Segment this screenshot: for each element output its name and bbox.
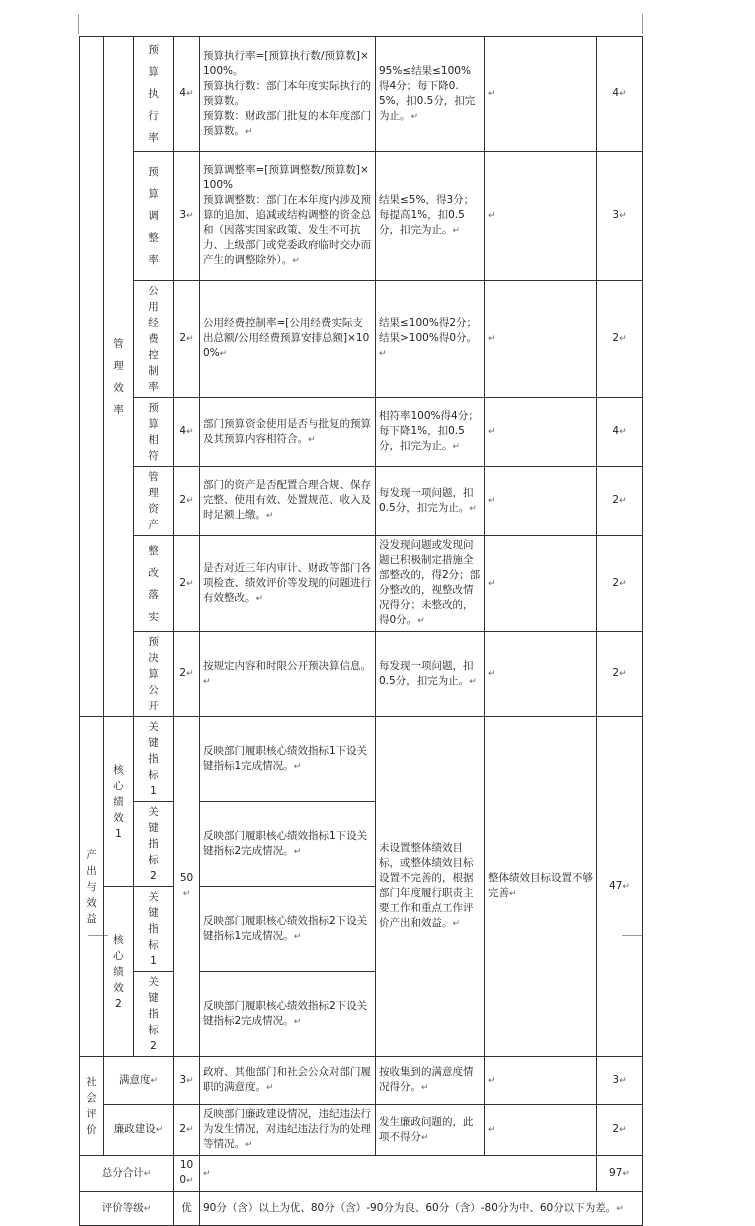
table-row xyxy=(80,398,643,467)
page-corner-mark-top-left xyxy=(68,14,79,34)
indicator-cell xyxy=(134,632,174,717)
definition-cell xyxy=(200,281,376,398)
definition-text: 反映部门履职核心绩效指标2下设关键指标1完成情况。 xyxy=(203,914,368,942)
score-value: 2 xyxy=(612,667,620,679)
indicator-cell xyxy=(104,1105,174,1156)
paragraph-mark: ↵ xyxy=(469,503,477,514)
paragraph-mark: ↵ xyxy=(619,1125,627,1135)
paragraph-mark: ↵ xyxy=(488,1125,496,1135)
indicator-label: 公用经费控制率 xyxy=(148,285,159,393)
definition-text: 预算执行率=[预算执行数/预算数]×100%。 预算执行数：部门本年度实际执行的预算数。 预算数：财政部门批复的本年度部门预算数。 xyxy=(203,49,371,137)
paragraph-mark: ↵ xyxy=(186,669,194,679)
rule-text: 按收集到的满意度情况得分。 xyxy=(379,1066,474,1093)
core-cell-1 xyxy=(104,717,134,887)
rule-text: 每发现一项问题，扣0.5分，扣完为止。 xyxy=(379,486,474,514)
category-label-output: 产出与效益 xyxy=(86,848,97,925)
weight-cell xyxy=(174,1105,200,1156)
paragraph-mark: ↵ xyxy=(143,1203,152,1214)
paragraph-mark: ↵ xyxy=(293,931,302,942)
definition-cell xyxy=(200,536,376,632)
weight-value: 4 xyxy=(179,425,187,437)
paragraph-mark: ↵ xyxy=(616,1203,624,1214)
paragraph-mark: ↵ xyxy=(619,211,627,221)
definition-text: 反映部门履职核心绩效指标2下设关键指标2完成情况。 xyxy=(203,999,368,1027)
paragraph-mark: ↵ xyxy=(488,496,496,506)
weight-value: 4 xyxy=(179,87,187,99)
paragraph-mark: ↵ xyxy=(293,846,302,857)
score-cell xyxy=(597,398,643,467)
paragraph-mark: ↵ xyxy=(255,593,264,604)
rule-cell xyxy=(376,632,485,717)
grade-value: 优 xyxy=(181,1202,192,1214)
weight-value: 2 xyxy=(179,667,187,679)
key-indicator-label: 关键指标1 xyxy=(148,721,159,797)
total-weight-cell xyxy=(174,1156,200,1192)
rule-text: 相符率100%得4分；每下降1%，扣0.5分，扣完为止。 xyxy=(379,410,479,452)
key-indicator-cell xyxy=(134,717,174,802)
paragraph-mark: ↵ xyxy=(150,1075,159,1086)
indicator-cell xyxy=(134,467,174,536)
page-corner-mark-top-right xyxy=(642,14,653,34)
table-row xyxy=(80,632,643,717)
paragraph-mark: ↵ xyxy=(155,1125,164,1135)
rule-cell xyxy=(376,152,485,281)
grade-value-cell xyxy=(174,1192,200,1226)
grade-label: 评价等级 xyxy=(101,1201,144,1214)
rule-text: 每发现一项问题，扣0.5分，扣完为止。 xyxy=(379,659,474,687)
score-cell xyxy=(597,632,643,717)
rule-text: 95%≤结果≤100%得4分；每下降0.5%，扣0.5分，扣完为止。 xyxy=(379,64,476,122)
paragraph-mark: ↵ xyxy=(488,427,496,437)
table-row xyxy=(80,467,643,536)
score-value: 3 xyxy=(612,209,620,221)
issue-cell xyxy=(485,1057,597,1105)
rule-cell xyxy=(376,467,485,536)
definition-text: 部门的资产是否配置合理合规、保存完整、使用有效、处置规范、收入及时足额上缴。 xyxy=(203,479,371,521)
issue-cell xyxy=(485,281,597,398)
indicator-cell xyxy=(134,281,174,398)
rule-cell xyxy=(376,398,485,467)
paragraph-mark: ↵ xyxy=(509,889,517,899)
key-indicator-cell xyxy=(134,887,174,972)
total-row xyxy=(80,1156,643,1192)
paragraph-mark: ↵ xyxy=(619,496,627,506)
paragraph-mark: ↵ xyxy=(452,226,461,236)
rule-cell xyxy=(376,536,485,632)
paragraph-mark: ↵ xyxy=(143,1168,152,1179)
paragraph-mark: ↵ xyxy=(488,211,496,221)
rule-text: 发生廉政问题的，此项不得分 xyxy=(379,1115,474,1143)
output-rule-cell xyxy=(376,717,485,1057)
paragraph-mark: ↵ xyxy=(421,1083,429,1093)
score-value: 2 xyxy=(612,494,620,506)
score-value: 4 xyxy=(612,87,620,99)
total-score-cell xyxy=(597,1156,643,1192)
key-indicator-label: 关键指标2 xyxy=(148,976,159,1052)
weight-cell xyxy=(174,1057,200,1105)
score-cell xyxy=(597,467,643,536)
weight-cell xyxy=(174,152,200,281)
table-row xyxy=(80,1105,643,1156)
key-indicator-cell xyxy=(134,802,174,887)
table-row xyxy=(80,281,643,398)
paragraph-mark: ↵ xyxy=(186,1075,194,1086)
score-cell xyxy=(597,281,643,398)
paragraph-mark: ↵ xyxy=(182,889,191,899)
paragraph-mark: ↵ xyxy=(488,1075,496,1086)
paragraph-mark: ↵ xyxy=(203,1168,211,1179)
paragraph-mark: ↵ xyxy=(619,669,627,679)
paragraph-mark: ↵ xyxy=(186,334,194,344)
score-value: 3 xyxy=(612,1073,620,1086)
paragraph-mark: ↵ xyxy=(619,1075,627,1086)
key-indicator-label: 关键指标1 xyxy=(148,891,159,967)
score-value: 2 xyxy=(612,1123,620,1135)
weight-cell xyxy=(174,632,200,717)
core-label-2: 核心绩效2 xyxy=(113,933,124,1010)
paragraph-mark: ↵ xyxy=(622,1168,630,1179)
paragraph-mark: ↵ xyxy=(292,256,300,266)
paragraph-mark: ↵ xyxy=(186,578,194,589)
output-weight-cell xyxy=(174,717,200,1057)
paragraph-mark: ↵ xyxy=(186,1125,194,1135)
weight-value: 3 xyxy=(179,209,187,221)
indicator-label: 管理资产 xyxy=(148,471,159,531)
paragraph-mark: ↵ xyxy=(421,1132,429,1143)
weight-value: 2 xyxy=(179,1123,187,1135)
definition-cell xyxy=(200,717,376,802)
indicator-label: 整改落实 xyxy=(148,544,159,623)
definition-text: 是否对近三年内审计、财政等部门各项检查、绩效评价等发现的问题进行有效整改。 xyxy=(203,561,371,604)
table-row xyxy=(80,37,643,152)
definition-cell xyxy=(200,37,376,152)
score-value: 4 xyxy=(612,425,620,437)
table-row xyxy=(80,717,643,802)
indicator-label: 满意度 xyxy=(118,1073,151,1086)
rule-cell xyxy=(376,37,485,152)
total-label: 总分合计 xyxy=(101,1166,144,1179)
category-cell-social xyxy=(80,1057,104,1156)
grade-desc-cell xyxy=(200,1192,643,1226)
core-cell-2 xyxy=(104,887,134,1057)
weight-cell xyxy=(174,467,200,536)
paragraph-mark: ↵ xyxy=(488,334,496,344)
output-weight-value: 50 xyxy=(179,872,194,884)
weight-cell xyxy=(174,281,200,398)
rule-cell xyxy=(376,1057,485,1105)
paragraph-mark: ↵ xyxy=(186,1176,194,1186)
rule-text: 没发现问题或发现问题已积极制定措施全部整改的，得2分；部分整改的，视整改情况得分；未整改的，得0分。 xyxy=(379,539,481,626)
issue-cell xyxy=(485,632,597,717)
definition-text: 反映部门履职核心绩效指标1下设关键指标1完成情况。 xyxy=(203,744,368,772)
weight-cell xyxy=(174,398,200,467)
total-score: 97 xyxy=(609,1166,623,1179)
score-cell xyxy=(597,152,643,281)
paragraph-mark: ↵ xyxy=(293,761,302,772)
issue-cell xyxy=(485,152,597,281)
output-issue-cell xyxy=(485,717,597,1057)
indicator-label: 廉政建设 xyxy=(113,1123,156,1135)
weight-value: 2 xyxy=(179,332,187,344)
paragraph-mark: ↵ xyxy=(245,1140,253,1150)
issue-cell xyxy=(485,398,597,467)
paragraph-mark: ↵ xyxy=(622,881,630,892)
grade-desc: 90分（含）以上为优、80分（含）-90分为良、60分（含）-80分为中、60分以下为差。 xyxy=(203,1201,617,1214)
definition-cell xyxy=(200,887,376,972)
weight-value: 2 xyxy=(179,494,187,506)
paragraph-mark: ↵ xyxy=(203,676,211,687)
weight-value: 2 xyxy=(179,576,187,589)
score-value: 2 xyxy=(612,576,620,589)
definition-text: 反映部门廉政建设情况，违纪违法行为发生情况，对违纪违法行为的处理等情况。 xyxy=(203,1108,371,1150)
indicator-label: 预决算公开 xyxy=(148,636,159,712)
category-cell-output xyxy=(80,717,104,1057)
indicator-label: 预算执行率 xyxy=(148,44,159,144)
grade-label-cell xyxy=(80,1192,174,1226)
definition-text: 部门预算资金使用是否与批复的预算及其预算内容相符合。 xyxy=(203,417,371,445)
definition-cell xyxy=(200,152,376,281)
paragraph-mark: ↵ xyxy=(619,427,627,437)
score-cell xyxy=(597,536,643,632)
core-label-1: 核心绩效1 xyxy=(113,763,124,840)
definition-text: 按规定内容和时限公开预决算信息。 xyxy=(203,659,371,672)
table-row xyxy=(80,152,643,281)
output-issue-text: 整体绩效目标设置不够完善 xyxy=(488,872,593,899)
definition-text: 预算调整率=[预算调整数/预算数]×100% 预算调整数：部门在本年度内涉及预算的追加、追减或结构调整的资金总和（因落实国家政策、发生不可抗力、上级部门或党委政府临时交办而产生的调整除外）。 xyxy=(203,164,371,266)
rule-text: 结果≤100%得2分；结果>100%得0分。 xyxy=(379,317,477,344)
rule-cell xyxy=(376,281,485,398)
paragraph-mark: ↵ xyxy=(186,427,194,437)
paragraph-mark: ↵ xyxy=(266,511,274,521)
definition-cell xyxy=(200,972,376,1057)
key-indicator-label: 关键指标2 xyxy=(148,806,159,882)
weight-value: 3 xyxy=(179,1073,187,1086)
rule-text: 结果≤5%，得3分；每提高1%，扣0.5分，扣完为止。 xyxy=(379,194,475,236)
score-cell xyxy=(597,1057,643,1105)
total-label-cell xyxy=(80,1156,174,1192)
paragraph-mark: ↵ xyxy=(619,334,627,344)
issue-cell xyxy=(485,1105,597,1156)
paragraph-mark: ↵ xyxy=(186,211,194,221)
definition-cell xyxy=(200,802,376,887)
issue-cell xyxy=(485,467,597,536)
weight-cell xyxy=(174,536,200,632)
definition-cell xyxy=(200,632,376,717)
definition-text: 反映部门履职核心绩效指标1下设关键指标2完成情况。 xyxy=(203,829,368,857)
definition-cell xyxy=(200,1057,376,1105)
score-cell xyxy=(597,1105,643,1156)
indicator-cell xyxy=(134,398,174,467)
category-label-mgmt: 管理效率 xyxy=(113,337,124,416)
category-label-social: 社会评价 xyxy=(86,1076,97,1136)
paragraph-mark: ↵ xyxy=(488,578,496,589)
definition-text: 政府、其他部门和社会公众对部门履职的满意度。 xyxy=(203,1066,371,1093)
paragraph-mark: ↵ xyxy=(308,434,316,445)
paragraph-mark: ↵ xyxy=(219,349,228,359)
definition-cell xyxy=(200,1105,376,1156)
category-cell-blank xyxy=(80,37,104,717)
category-cell-mgmt xyxy=(104,37,134,717)
score-cell xyxy=(597,37,643,152)
indicator-cell xyxy=(134,536,174,632)
definition-text: 公用经费控制率=[公用经费实际支出总额/公用经费预算安排总额]×100% xyxy=(203,317,370,359)
paragraph-mark: ↵ xyxy=(245,126,253,137)
definition-cell xyxy=(200,398,376,467)
paragraph-mark: ↵ xyxy=(488,669,496,679)
paragraph-mark: ↵ xyxy=(379,349,387,359)
total-blank-cell xyxy=(200,1156,597,1192)
rule-cell xyxy=(376,1105,485,1156)
paragraph-mark: ↵ xyxy=(410,111,419,122)
paragraph-mark: ↵ xyxy=(417,616,425,626)
definition-cell xyxy=(200,467,376,536)
paragraph-mark: ↵ xyxy=(293,1016,302,1027)
table-row xyxy=(80,536,643,632)
indicator-cell xyxy=(104,1057,174,1105)
paragraph-mark: ↵ xyxy=(619,89,627,99)
paragraph-mark: ↵ xyxy=(452,442,461,452)
paragraph-mark: ↵ xyxy=(186,496,194,506)
weight-cell xyxy=(174,37,200,152)
indicator-cell xyxy=(134,37,174,152)
indicator-cell xyxy=(134,152,174,281)
output-score-cell xyxy=(597,717,643,1057)
grade-row xyxy=(80,1192,643,1226)
total-weight: 100 xyxy=(179,1159,194,1186)
indicator-label: 预算调整率 xyxy=(148,166,159,266)
indicator-label: 预算相符 xyxy=(148,402,159,462)
paragraph-mark: ↵ xyxy=(619,578,627,589)
paragraph-mark: ↵ xyxy=(452,919,461,929)
output-score-value: 47 xyxy=(609,879,623,892)
output-rule-text: 未设置整体绩效目标，或整体绩效目标设置不完善的，根据部门年度履行职责主要工作和重点工作评价产出和效益。 xyxy=(379,842,474,929)
paragraph-mark: ↵ xyxy=(469,676,477,687)
paragraph-mark: ↵ xyxy=(266,1083,274,1093)
paragraph-mark: ↵ xyxy=(186,89,194,99)
paragraph-mark: ↵ xyxy=(488,89,496,99)
issue-cell xyxy=(485,37,597,152)
issue-cell xyxy=(485,536,597,632)
score-value: 2 xyxy=(612,332,620,344)
key-indicator-cell xyxy=(134,972,174,1057)
evaluation-table xyxy=(79,36,643,1226)
table-row xyxy=(80,1057,643,1105)
